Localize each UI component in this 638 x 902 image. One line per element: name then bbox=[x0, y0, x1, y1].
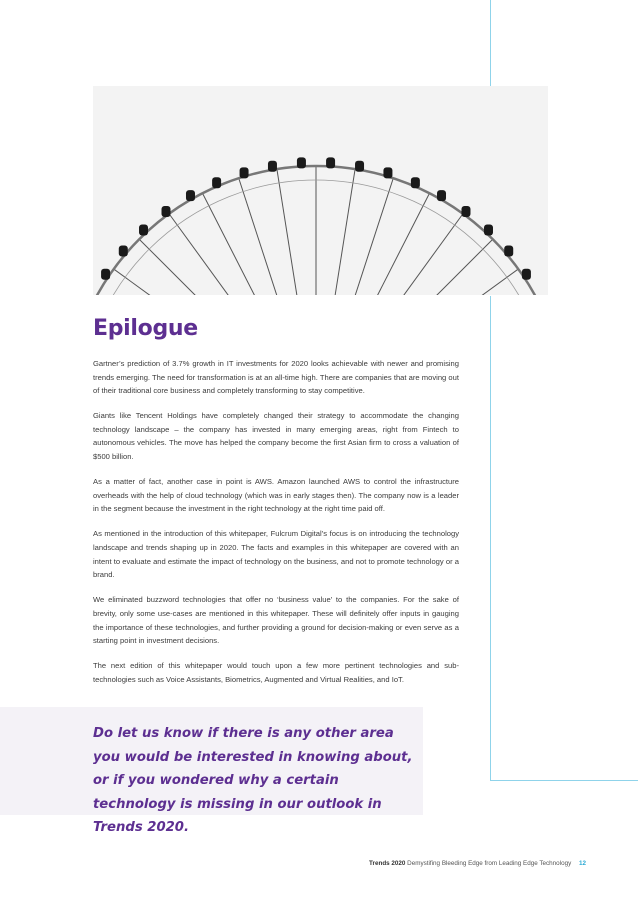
callout-text: Do let us know if there is any other area you would be interested in knowing about, or if you wondered why a certain technology is missing in our outlook in Trends 2020. bbox=[93, 726, 413, 835]
gondola bbox=[326, 157, 335, 168]
gondola bbox=[383, 167, 392, 178]
wheel-spoke bbox=[277, 169, 316, 295]
decor-line-top bbox=[490, 0, 491, 86]
gondola bbox=[212, 177, 221, 188]
paragraph: We eliminated buzzword technologies that offer no ‘business value’ to the companies. For the sake of brevity, only some use-cases are mentioned in this whitepaper. These will definitely offer inputs in gauging the importance of these technologies, and further providing a ground for decision-making or even serve as a starting point in investment decisions. bbox=[93, 595, 459, 646]
gondola bbox=[484, 225, 493, 236]
gondola bbox=[162, 206, 171, 217]
gondola bbox=[355, 161, 364, 172]
paragraph: The next edition of this whitepaper would touch upon a few more pertinent technologies and sub-technologies such as Voice Assistants, Biometrics, Augmented and Virtual Realities, and IoT. bbox=[93, 661, 459, 684]
page-title: Epilogue bbox=[93, 316, 198, 341]
gondola bbox=[240, 167, 249, 178]
footer-brand: Trends 2020 bbox=[369, 860, 406, 867]
page-number: 12 bbox=[578, 860, 586, 867]
wheel-spoke bbox=[316, 269, 518, 295]
wheel-spoke bbox=[316, 178, 393, 295]
gondola bbox=[522, 269, 531, 280]
wheel-rim bbox=[93, 166, 548, 295]
wheel-spoke bbox=[316, 193, 429, 295]
gondola bbox=[461, 206, 470, 217]
gondola bbox=[186, 190, 195, 201]
footer-subtitle: Demystifing Bleeding Edge from Leading Edge Technology bbox=[407, 860, 572, 867]
wheel-spoke bbox=[169, 214, 316, 295]
paragraph: As mentioned in the introduction of this whitepaper, Fulcrum Digital’s focus is on introducing the technology landscape and trends shaping up in 2020. The facts and examples in this whitepaper are covered with an intent to evaluate and estimate the impact of technology on the business, and not to promote technology or a brand. bbox=[93, 529, 459, 580]
decor-line-right bbox=[490, 296, 491, 780]
wheel-spoke bbox=[203, 193, 316, 295]
decor-line-horizontal bbox=[490, 780, 638, 781]
hero-image bbox=[93, 86, 548, 295]
paragraph: Giants like Tencent Holdings have completely changed their strategy to accommodate the changing technology landscape – the company has invested in many emerging areas, right from Fintech to autonomous vehicles. The move has helped the company become the first Asian firm to cross a valuation of $500 billion. bbox=[93, 411, 459, 462]
wheel-spoke bbox=[316, 214, 463, 295]
gondola bbox=[504, 246, 513, 257]
wheel-spoke bbox=[316, 169, 355, 295]
paragraph: Gartner’s prediction of 3.7% growth in IT investments for 2020 looks achievable with newer and promising trends emerging. The need for transformation is at an all-time high. There are companies that are moving out of their traditional core business and completely transforming to stay competitive. bbox=[93, 359, 459, 396]
gondola bbox=[101, 269, 110, 280]
gondola bbox=[139, 225, 148, 236]
body-text bbox=[93, 357, 459, 698]
ferris-wheel-illustration bbox=[93, 86, 548, 295]
wheel-spoke bbox=[239, 178, 316, 295]
gondola bbox=[437, 190, 446, 201]
gondola bbox=[411, 177, 420, 188]
wheel-spoke bbox=[114, 269, 316, 295]
paragraph: As a matter of fact, another case in point is AWS. Amazon launched AWS to control the infrastructure overheads with the help of cloud technology (which was in early stages then). The company now is a leader in the segment because the investment in the right technology at the right time paid off. bbox=[93, 477, 459, 514]
gondola bbox=[119, 246, 128, 257]
gondola bbox=[268, 161, 277, 172]
page-footer bbox=[0, 860, 586, 867]
gondola bbox=[297, 157, 306, 168]
wheel-inner-rim bbox=[93, 180, 548, 295]
